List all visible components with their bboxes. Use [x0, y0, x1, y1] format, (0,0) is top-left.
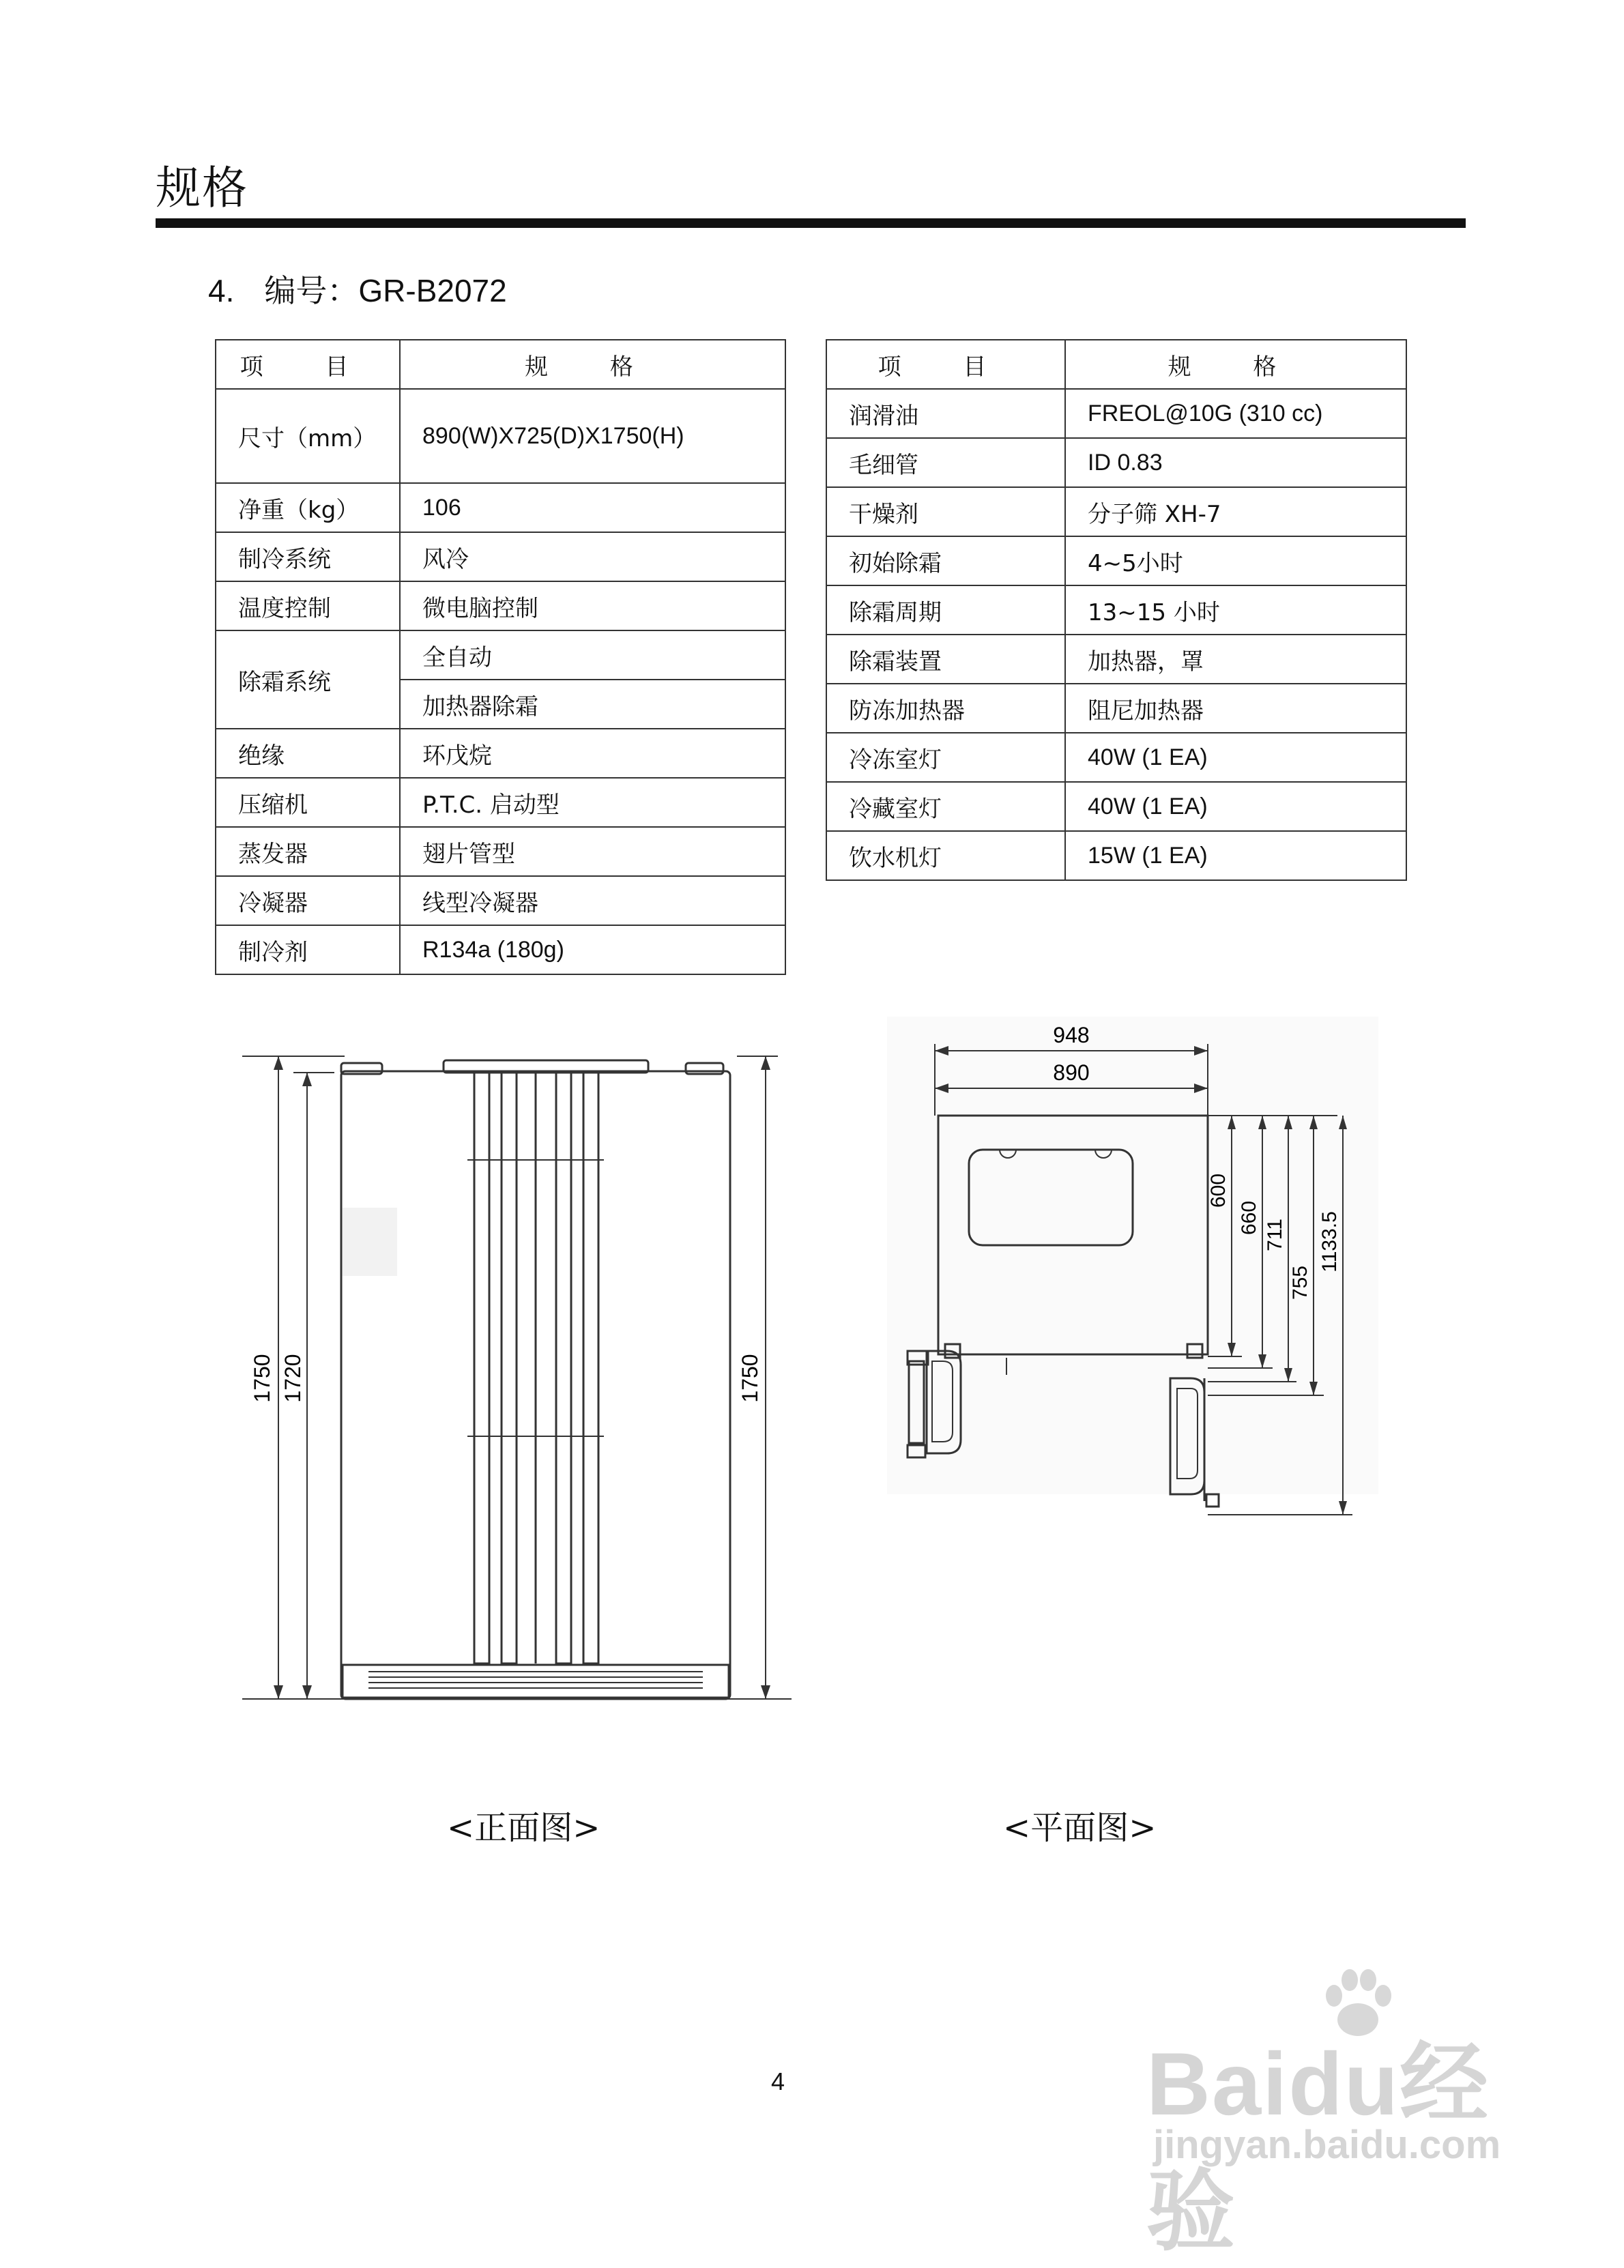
row-spec: 全自动 [400, 630, 785, 680]
front-view-drawing [232, 1037, 832, 1733]
row-item: 毛细管 [826, 438, 1065, 487]
row-item: 蒸发器 [216, 827, 400, 876]
watermark-url: jingyan.baidu.com [1153, 2123, 1501, 2167]
table-row [826, 733, 1406, 782]
dim-948: 948 [1053, 1023, 1090, 1047]
row-item: 润滑油 [826, 389, 1065, 438]
row-spec: 阻尼加热器 [1065, 684, 1406, 733]
row-spec: 106 [400, 483, 785, 532]
table-row [216, 483, 785, 532]
table-row [216, 729, 785, 778]
dim-1750-right: 1750 [738, 1354, 762, 1403]
row-spec: 15W (1 EA) [1065, 831, 1406, 880]
row-item: 防冻加热器 [826, 684, 1065, 733]
dim-1750-outer: 1750 [250, 1354, 274, 1403]
header-item: 项 目 [826, 340, 1065, 389]
table-row [826, 536, 1406, 585]
watermark-logo: Baidu经验 [1146, 2034, 1490, 2261]
row-item: 净重（kg） [216, 483, 400, 532]
table-row [826, 389, 1406, 438]
row-spec: 加热器，罩 [1065, 635, 1406, 684]
row-item: 冷冻室灯 [826, 733, 1065, 782]
row-spec: 分子筛 XH-7 [1065, 487, 1406, 536]
row-item: 除霜周期 [826, 585, 1065, 635]
row-spec: 13~15 小时 [1065, 585, 1406, 635]
table-row [826, 684, 1406, 733]
row-spec: R134a (180g) [400, 925, 785, 974]
table-row [826, 782, 1406, 831]
table-row [826, 585, 1406, 635]
row-spec: 微电脑控制 [400, 581, 785, 630]
title-rule [156, 218, 1466, 228]
row-item: 除霜系统 [216, 630, 400, 729]
dim-755: 755 [1289, 1265, 1311, 1300]
row-item: 压缩机 [216, 778, 400, 827]
row-spec: 4~5小时 [1065, 536, 1406, 585]
table-row [216, 778, 785, 827]
row-spec: 40W (1 EA) [1065, 782, 1406, 831]
table-row [826, 438, 1406, 487]
row-spec: ID 0.83 [1065, 438, 1406, 487]
row-spec: 翅片管型 [400, 827, 785, 876]
baidu-watermark [1146, 1965, 1528, 2261]
row-item: 尺寸（mm） [216, 389, 400, 483]
dim-1133-5: 1133.5 [1318, 1211, 1341, 1273]
plan-view-drawing [887, 996, 1392, 1528]
table-row [216, 876, 785, 925]
row-item: 制冷剂 [216, 925, 400, 974]
table-row [216, 827, 785, 876]
row-spec: P.T.C. 启动型 [400, 778, 785, 827]
row-spec: 环戊烷 [400, 729, 785, 778]
row-spec: 890(W)X725(D)X1750(H) [400, 389, 785, 483]
dim-890: 890 [1053, 1060, 1090, 1085]
table-header-row [216, 340, 785, 389]
row-spec: 加热器除霜 [400, 680, 785, 729]
spec-table-left [215, 339, 786, 975]
row-item: 冷凝器 [216, 876, 400, 925]
row-item: 绝缘 [216, 729, 400, 778]
header-item: 项 目 [216, 340, 400, 389]
spec-table-right [826, 339, 1407, 881]
front-view-caption: <正面图> [447, 1809, 600, 1847]
table-row [216, 630, 785, 680]
dim-600: 600 [1207, 1173, 1230, 1208]
table-row [216, 581, 785, 630]
plan-view-caption: <平面图> [1003, 1809, 1157, 1847]
page-title: 规格 [156, 162, 248, 214]
row-spec: 线型冷凝器 [400, 876, 785, 925]
row-spec: FREOL@10G (310 cc) [1065, 389, 1406, 438]
table-header-row [826, 340, 1406, 389]
dim-1720: 1720 [280, 1354, 305, 1403]
row-spec: 40W (1 EA) [1065, 733, 1406, 782]
model-number: 编号：GR-B2072 [264, 273, 507, 308]
table-row [216, 532, 785, 581]
row-item: 干燥剂 [826, 487, 1065, 536]
header-spec: 规 格 [1065, 340, 1406, 389]
row-spec: 风冷 [400, 532, 785, 581]
table-row [826, 487, 1406, 536]
row-item: 温度控制 [216, 581, 400, 630]
row-item: 冷藏室灯 [826, 782, 1065, 831]
row-item: 除霜装置 [826, 635, 1065, 684]
dim-711: 711 [1264, 1219, 1286, 1251]
table-row [826, 831, 1406, 880]
row-item: 初始除霜 [826, 536, 1065, 585]
dim-660: 660 [1238, 1200, 1260, 1236]
section-number: 4. [208, 273, 235, 308]
row-item: 饮水机灯 [826, 831, 1065, 880]
header-spec: 规 格 [400, 340, 785, 389]
model-heading [208, 266, 507, 311]
page-number: 4 [771, 2067, 785, 2095]
table-row [216, 389, 785, 483]
row-item: 制冷系统 [216, 532, 400, 581]
table-row [826, 635, 1406, 684]
table-row [216, 925, 785, 974]
